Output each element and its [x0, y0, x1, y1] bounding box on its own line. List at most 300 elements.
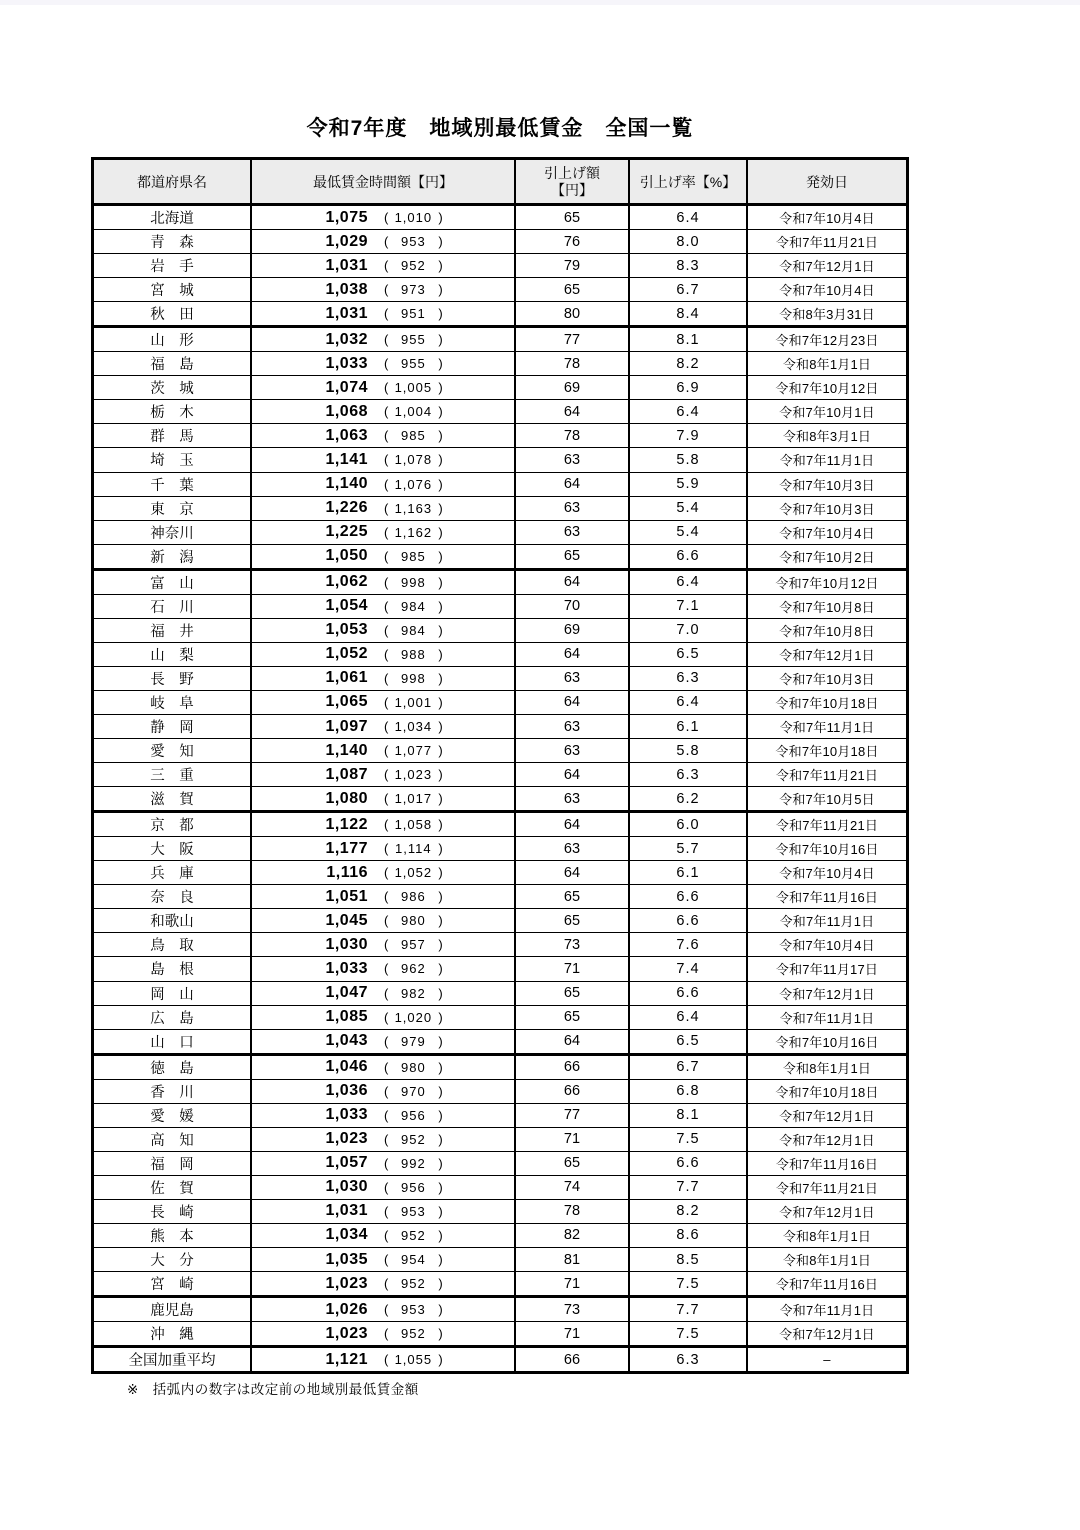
close-paren: ): [438, 1203, 443, 1219]
table-row: [94, 667, 906, 691]
previous-wage-value: ( 1,023 ): [384, 767, 443, 783]
raise-rate: 7.7: [630, 1176, 748, 1199]
prefecture-name: 大 阪: [94, 837, 252, 860]
close-paren: ): [438, 428, 443, 444]
close-paren: ): [438, 234, 443, 250]
open-paren: (: [384, 961, 389, 977]
current-wage-value: 1,068: [325, 402, 368, 420]
wage-cell: [252, 473, 516, 496]
current-wage-value: 1,033: [325, 1106, 368, 1124]
open-paren: (: [384, 428, 389, 444]
previous-wage-value: ( 982 ): [384, 985, 443, 1001]
effective-date: 令和7年10月12日: [775, 381, 879, 397]
effective-date: 令和7年11月21日: [775, 768, 879, 784]
close-paren: ): [438, 500, 443, 516]
previous-wage-value: ( 1,078 ): [384, 452, 443, 468]
current-wage-value: 1,085: [325, 1008, 368, 1026]
prefecture-name: 大 分: [94, 1248, 252, 1271]
prefecture-name: 香 川: [94, 1080, 252, 1103]
previous-wage-value: ( 984 ): [384, 598, 443, 614]
table-row: [94, 278, 906, 302]
open-paren: (: [384, 524, 389, 540]
effective-date: 令和7年12月1日: [779, 986, 875, 1002]
wage-cell: [252, 521, 516, 544]
open-paren: (: [384, 356, 389, 372]
raise-amount: 71: [516, 1128, 630, 1151]
wage-cell: [252, 909, 516, 932]
previous-wage-value: ( 953 ): [384, 234, 443, 250]
effective-date: –: [823, 1352, 831, 1368]
wage-cell: [252, 739, 516, 762]
raise-rate: 6.7: [630, 278, 748, 301]
page-top-strip: [0, 0, 1080, 5]
close-paren: ): [438, 1131, 443, 1147]
raise-rate: 8.2: [630, 352, 748, 375]
wage-cell: [252, 1056, 516, 1079]
open-paren: (: [384, 1179, 389, 1195]
effective-date: 令和8年1月1日: [782, 1253, 872, 1269]
header-prefecture: 都道府県名: [94, 160, 252, 203]
prefecture-name: 神奈川: [94, 521, 252, 544]
raise-amount: 80: [516, 302, 630, 325]
table-row: [94, 787, 906, 813]
raise-rate: 5.8: [630, 739, 748, 762]
table-row: [94, 328, 906, 352]
prefecture-name: 新 潟: [94, 545, 252, 568]
effective-date: 令和7年11月1日: [779, 1010, 875, 1026]
table-row: [94, 1006, 906, 1030]
close-paren: ): [438, 1352, 443, 1368]
prefecture-name: 山 口: [94, 1030, 252, 1053]
raise-rate: 7.1: [630, 595, 748, 618]
open-paren: (: [384, 1326, 389, 1342]
wage-cell: [252, 254, 516, 277]
raise-rate: 6.5: [630, 643, 748, 666]
current-wage-value: 1,030: [325, 1178, 368, 1196]
table-row: [94, 861, 906, 885]
wage-cell: [252, 667, 516, 690]
effective-date: 令和7年10月18日: [775, 695, 879, 711]
raise-rate: 7.9: [630, 424, 748, 447]
table-row: [94, 715, 906, 739]
raise-rate: 7.5: [630, 1272, 748, 1295]
open-paren: (: [384, 574, 389, 590]
effective-date: 令和7年10月18日: [775, 1084, 879, 1100]
wage-cell: [252, 278, 516, 301]
open-paren: (: [384, 282, 389, 298]
prefecture-name: 三 重: [94, 763, 252, 786]
effective-date: 令和7年10月1日: [779, 405, 875, 421]
wage-cell: [252, 885, 516, 908]
open-paren: (: [384, 1083, 389, 1099]
raise-rate: 5.8: [630, 448, 748, 471]
header-effective-date: 発効日: [806, 173, 848, 190]
header-raise-amount-line2: 【円】: [551, 181, 593, 198]
effective-date: 令和7年12月1日: [779, 647, 875, 663]
effective-date: 令和7年12月23日: [775, 333, 879, 349]
table-row: [94, 739, 906, 763]
open-paren: (: [384, 404, 389, 420]
effective-date: 令和7年11月21日: [775, 818, 879, 834]
wage-cell: [252, 1080, 516, 1103]
prefecture-name: 山 梨: [94, 643, 252, 666]
raise-rate: 7.5: [630, 1128, 748, 1151]
open-paren: (: [384, 1107, 389, 1123]
previous-wage-value: ( 1,017 ): [384, 791, 443, 807]
open-paren: (: [384, 670, 389, 686]
current-wage-value: 1,030: [325, 935, 368, 953]
effective-date: 令和7年11月21日: [775, 1180, 879, 1196]
wage-cell: [252, 763, 516, 786]
raise-rate: 5.4: [630, 497, 748, 520]
effective-date: 令和7年12月1日: [779, 1108, 875, 1124]
previous-wage-value: ( 988 ): [384, 646, 443, 662]
wage-cell: [252, 1298, 516, 1321]
table-row: [94, 521, 906, 545]
open-paren: (: [384, 937, 389, 953]
raise-amount: 78: [516, 352, 630, 375]
table-row: [94, 448, 906, 472]
current-wage-value: 1,080: [325, 789, 368, 807]
wage-cell: [252, 1322, 516, 1345]
open-paren: (: [384, 1302, 389, 1318]
current-wage-value: 1,051: [325, 887, 368, 905]
open-paren: (: [384, 743, 389, 759]
raise-amount: 65: [516, 278, 630, 301]
effective-date: 令和7年12月1日: [779, 1132, 875, 1148]
wage-cell: [252, 1128, 516, 1151]
previous-wage-value: ( 1,076 ): [384, 476, 443, 492]
close-paren: ): [438, 1059, 443, 1075]
raise-rate: 7.6: [630, 933, 748, 956]
previous-wage-value: ( 1,005 ): [384, 380, 443, 396]
current-wage-value: 1,023: [325, 1130, 368, 1148]
table-row: [94, 813, 906, 837]
effective-date: 令和7年11月17日: [775, 962, 879, 978]
open-paren: (: [384, 452, 389, 468]
raise-rate: 8.6: [630, 1224, 748, 1247]
open-paren: (: [384, 841, 389, 857]
prefecture-name: 岡 山: [94, 982, 252, 1005]
raise-amount: 64: [516, 763, 630, 786]
previous-wage-value: ( 952 ): [384, 1326, 443, 1342]
raise-rate: 6.3: [630, 763, 748, 786]
wage-cell: [252, 571, 516, 594]
open-paren: (: [384, 306, 389, 322]
table-row: [94, 230, 906, 254]
wage-cell: [252, 1200, 516, 1223]
prefecture-name: 全国加重平均: [94, 1348, 252, 1371]
raise-rate: 6.5: [630, 1030, 748, 1053]
raise-amount: 69: [516, 376, 630, 399]
prefecture-name: 青 森: [94, 230, 252, 253]
wage-cell: [252, 376, 516, 399]
raise-rate: 8.1: [630, 1104, 748, 1127]
current-wage-value: 1,062: [325, 573, 368, 591]
table-row: [94, 1298, 906, 1322]
effective-date: 令和7年12月1日: [779, 1327, 875, 1343]
close-paren: ): [438, 548, 443, 564]
current-wage-value: 1,023: [325, 1274, 368, 1292]
open-paren: (: [384, 210, 389, 226]
previous-wage-value: ( 985 ): [384, 548, 443, 564]
table-row: [94, 1176, 906, 1200]
previous-wage-value: ( 951 ): [384, 306, 443, 322]
wage-cell: [252, 643, 516, 666]
minimum-wage-table: [91, 157, 909, 1374]
raise-rate: 6.3: [630, 1348, 748, 1371]
prefecture-name: 長 崎: [94, 1200, 252, 1223]
raise-amount: 76: [516, 230, 630, 253]
prefecture-name: 栃 木: [94, 400, 252, 423]
wage-cell: [252, 1272, 516, 1295]
raise-rate: 7.0: [630, 619, 748, 642]
open-paren: (: [384, 500, 389, 516]
raise-amount: 65: [516, 982, 630, 1005]
previous-wage-value: ( 956 ): [384, 1107, 443, 1123]
wage-cell: [252, 1176, 516, 1199]
wage-cell: [252, 957, 516, 980]
previous-wage-value: ( 1,058 ): [384, 817, 443, 833]
current-wage-value: 1,050: [325, 547, 368, 565]
current-wage-value: 1,140: [325, 475, 368, 493]
previous-wage-value: ( 1,077 ): [384, 743, 443, 759]
previous-wage-value: ( 1,034 ): [384, 719, 443, 734]
open-paren: (: [384, 865, 389, 881]
prefecture-name: 兵 庫: [94, 861, 252, 884]
previous-wage-value: ( 998 ): [384, 574, 443, 590]
effective-date: 令和7年12月1日: [779, 1204, 875, 1220]
raise-rate: 6.4: [630, 1006, 748, 1029]
close-paren: ): [438, 985, 443, 1001]
current-wage-value: 1,031: [325, 256, 368, 274]
current-wage-value: 1,023: [325, 1324, 368, 1342]
close-paren: ): [438, 841, 443, 857]
current-wage-value: 1,032: [325, 330, 368, 348]
prefecture-name: 北海道: [94, 206, 252, 229]
table-row: [94, 1224, 906, 1248]
table-row: [94, 1056, 906, 1080]
raise-amount: 64: [516, 400, 630, 423]
wage-cell: [252, 545, 516, 568]
open-paren: (: [384, 913, 389, 929]
close-paren: ): [438, 937, 443, 953]
raise-amount: 63: [516, 715, 630, 738]
raise-amount: 64: [516, 473, 630, 496]
raise-amount: 66: [516, 1056, 630, 1079]
raise-rate: 6.9: [630, 376, 748, 399]
raise-amount: 65: [516, 885, 630, 908]
raise-rate: 6.1: [630, 715, 748, 738]
page-title: 令和7年度 地域別最低賃金 全国一覧: [306, 117, 694, 140]
raise-rate: 6.2: [630, 787, 748, 810]
effective-date: 令和7年11月16日: [775, 1156, 879, 1172]
current-wage-value: 1,029: [325, 232, 368, 250]
table-row: [94, 619, 906, 643]
effective-date: 令和7年11月16日: [775, 890, 879, 906]
close-paren: ): [438, 622, 443, 638]
prefecture-name: 福 井: [94, 619, 252, 642]
close-paren: ): [438, 404, 443, 420]
previous-wage-value: ( 998 ): [384, 670, 443, 686]
open-paren: (: [384, 380, 389, 396]
previous-wage-value: ( 970 ): [384, 1083, 443, 1099]
prefecture-name: 富 山: [94, 571, 252, 594]
previous-wage-value: ( 992 ): [384, 1155, 443, 1171]
previous-wage-value: ( 1,001 ): [384, 694, 443, 710]
close-paren: ): [438, 524, 443, 540]
close-paren: ): [438, 1107, 443, 1123]
table-row: [94, 1322, 906, 1348]
current-wage-value: 1,026: [325, 1300, 368, 1318]
current-wage-value: 1,035: [325, 1250, 368, 1268]
raise-rate: 6.7: [630, 1056, 748, 1079]
effective-date: 令和7年10月3日: [779, 671, 875, 687]
effective-date: 令和7年11月1日: [779, 1303, 875, 1319]
open-paren: (: [384, 1227, 389, 1243]
current-wage-value: 1,177: [325, 839, 368, 857]
raise-amount: 63: [516, 787, 630, 810]
wage-cell: [252, 328, 516, 351]
effective-date: 令和7年10月8日: [779, 599, 875, 615]
previous-wage-value: ( 979 ): [384, 1033, 443, 1049]
prefecture-name: 和歌山: [94, 909, 252, 932]
previous-wage-value: ( 985 ): [384, 428, 443, 444]
prefecture-name: 宮 崎: [94, 1272, 252, 1295]
table-row: [94, 691, 906, 715]
effective-date: 令和8年1月1日: [782, 1228, 872, 1244]
effective-date: 令和7年10月8日: [779, 623, 875, 639]
wage-cell: [252, 787, 516, 810]
prefecture-name: 高 知: [94, 1128, 252, 1151]
current-wage-value: 1,122: [325, 815, 368, 833]
current-wage-value: 1,225: [325, 523, 368, 541]
table-row: [94, 885, 906, 909]
previous-wage-value: ( 956 ): [384, 1179, 443, 1195]
close-paren: ): [438, 913, 443, 929]
open-paren: (: [384, 817, 389, 833]
prefecture-name: 岩 手: [94, 254, 252, 277]
close-paren: ): [438, 1009, 443, 1025]
wage-cell: [252, 837, 516, 860]
header-raise-amount-line1: 引上げ額: [544, 164, 600, 181]
raise-amount: 65: [516, 206, 630, 229]
prefecture-name: 京 都: [94, 813, 252, 836]
raise-amount: 71: [516, 1272, 630, 1295]
wage-cell: [252, 1248, 516, 1271]
raise-amount: 64: [516, 571, 630, 594]
prefecture-name: 沖 縄: [94, 1322, 252, 1345]
prefecture-name: 徳 島: [94, 1056, 252, 1079]
raise-amount: 78: [516, 1200, 630, 1223]
current-wage-value: 1,087: [325, 765, 368, 783]
previous-wage-value: ( 953 ): [384, 1203, 443, 1219]
current-wage-value: 1,033: [325, 354, 368, 372]
previous-wage-value: ( 980 ): [384, 913, 443, 929]
table-row: [94, 1152, 906, 1176]
table-row: [94, 1128, 906, 1152]
raise-rate: 6.4: [630, 400, 748, 423]
effective-date: 令和8年1月1日: [782, 1060, 872, 1076]
close-paren: ): [438, 646, 443, 662]
previous-wage-value: ( 1,055 ): [384, 1352, 443, 1368]
open-paren: (: [384, 332, 389, 348]
current-wage-value: 1,075: [325, 208, 368, 226]
close-paren: ): [438, 210, 443, 226]
prefecture-name: 静 岡: [94, 715, 252, 738]
effective-date: 令和7年11月16日: [775, 1277, 879, 1293]
table-body: [94, 206, 906, 1371]
open-paren: (: [384, 1252, 389, 1268]
raise-amount: 63: [516, 497, 630, 520]
raise-rate: 8.2: [630, 1200, 748, 1223]
raise-rate: 8.0: [630, 230, 748, 253]
effective-date: 令和7年10月5日: [779, 792, 875, 808]
prefecture-name: 秋 田: [94, 302, 252, 325]
open-paren: (: [384, 1059, 389, 1075]
current-wage-value: 1,031: [325, 304, 368, 322]
wage-cell: [252, 595, 516, 618]
table-row: [94, 643, 906, 667]
current-wage-value: 1,034: [325, 1226, 368, 1244]
previous-wage-value: ( 1,004 ): [384, 404, 443, 420]
raise-rate: 6.4: [630, 691, 748, 714]
prefecture-name: 鳥 取: [94, 933, 252, 956]
raise-amount: 70: [516, 595, 630, 618]
wage-cell: [252, 352, 516, 375]
open-paren: (: [384, 694, 389, 710]
current-wage-value: 1,052: [325, 645, 368, 663]
raise-rate: 8.4: [630, 302, 748, 325]
current-wage-value: 1,045: [325, 911, 368, 929]
effective-date: 令和7年11月1日: [779, 720, 875, 735]
raise-amount: 65: [516, 545, 630, 568]
current-wage-value: 1,226: [325, 499, 368, 517]
raise-rate: 6.6: [630, 982, 748, 1005]
close-paren: ): [438, 1227, 443, 1243]
effective-date: 令和7年10月4日: [779, 866, 875, 882]
current-wage-value: 1,057: [325, 1154, 368, 1172]
current-wage-value: 1,065: [325, 693, 368, 711]
wage-cell: [252, 813, 516, 836]
prefecture-name: 熊 本: [94, 1224, 252, 1247]
prefecture-name: 宮 城: [94, 278, 252, 301]
previous-wage-value: ( 1,052 ): [384, 865, 443, 881]
raise-amount: 65: [516, 1006, 630, 1029]
prefecture-name: 愛 知: [94, 739, 252, 762]
wage-cell: [252, 1104, 516, 1127]
wage-cell: [252, 302, 516, 325]
previous-wage-value: ( 952 ): [384, 1276, 443, 1292]
table-row: [94, 1104, 906, 1128]
open-paren: (: [384, 622, 389, 638]
open-paren: (: [384, 548, 389, 564]
table-row: [94, 957, 906, 981]
close-paren: ): [438, 598, 443, 614]
current-wage-value: 1,054: [325, 597, 368, 615]
wage-cell: [252, 1224, 516, 1247]
wage-cell: [252, 982, 516, 1005]
wage-cell: [252, 448, 516, 471]
current-wage-value: 1,116: [326, 863, 368, 881]
table-row: [94, 933, 906, 957]
raise-rate: 6.4: [630, 571, 748, 594]
table-row: [94, 1080, 906, 1104]
previous-wage-value: ( 984 ): [384, 622, 443, 638]
close-paren: ): [438, 574, 443, 590]
raise-amount: 63: [516, 667, 630, 690]
close-paren: ): [438, 1276, 443, 1292]
